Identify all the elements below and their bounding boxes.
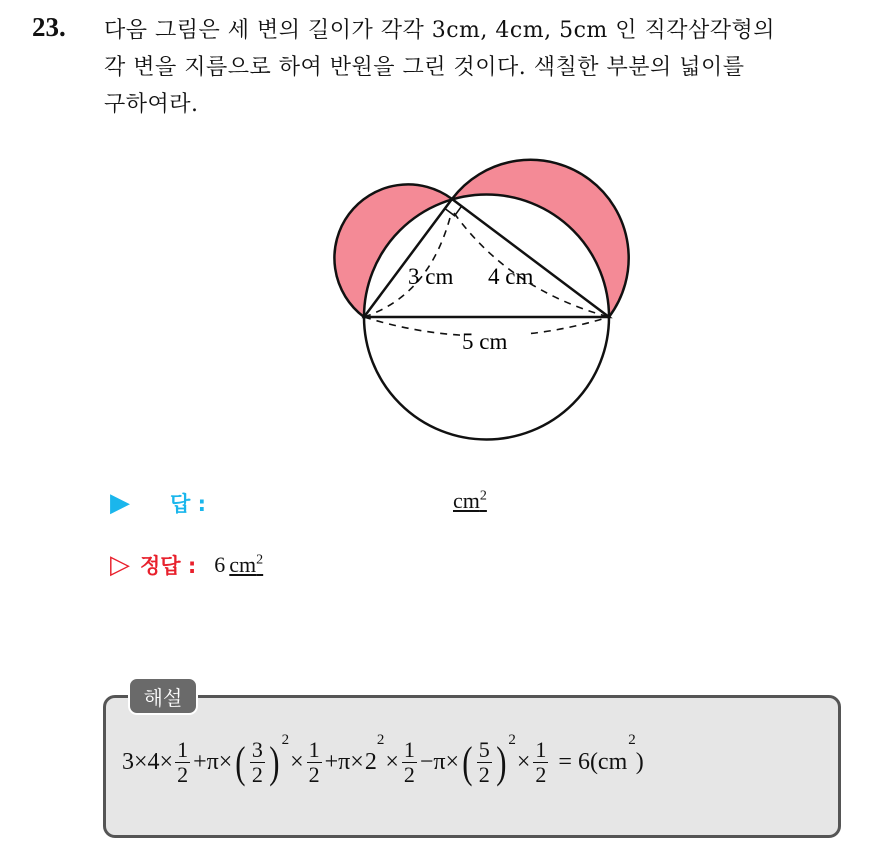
frac-num: 1 [403,737,415,762]
answer-marker-icon: ▶ [110,488,130,518]
frac-num: 1 [177,737,189,762]
times: × [516,749,531,775]
right-angle-mark [445,206,462,216]
two: 2 [364,749,377,775]
fraction-1-2 [175,738,190,787]
fraction-1-2 [402,738,417,787]
square-exp: 2 [376,732,385,748]
left-paren: ( [462,737,473,787]
question-line-2: 각 변을 지름으로 하여 반원을 그린 것이다. 색칠한 부분의 넓이를 [104,55,745,80]
left-paren: ( [235,737,246,787]
correct-value: 6 [214,552,226,577]
answer-label: 답 : [170,492,206,516]
solution-tag: 해설 [128,677,198,715]
fraction-5-2 [477,738,492,787]
answer-unit [453,488,487,514]
formula-term-1: 3×4× [122,749,174,775]
question-line-1: 다음 그림은 세 변의 길이가 각각 3cm, 4cm, 5cm 인 직각삼각형의 [104,18,775,43]
frac-den: 2 [478,762,490,787]
result-exp: 2 [628,732,636,748]
shaded-lunes [334,160,628,317]
correct-answer-row [110,550,263,580]
frac-num: 3 [251,737,263,762]
fraction-1-2 [307,738,322,787]
geometry-figure [320,150,640,450]
plus-pi: +π× [193,749,233,775]
frac-num: 1 [535,737,547,762]
label-3cm: 3 cm [408,264,454,289]
correct-unit [229,552,263,578]
correct-unit-exp: 2 [256,552,264,568]
result: = 6(cm [558,749,628,775]
minus-pi: −π× [419,749,460,775]
square-exp: 2 [281,732,290,748]
frac-den: 2 [177,762,189,787]
question-text [104,12,864,123]
answer-unit-exp: 2 [479,488,487,504]
solution-formula [122,732,644,787]
frac-num: 1 [308,737,320,762]
question-number: 23. [32,12,66,42]
correct-marker-icon: ▷ [110,550,130,580]
frac-den: 2 [403,762,415,787]
result-close: ) [635,749,644,775]
frac-den: 2 [535,762,547,787]
frac-num: 5 [478,737,490,762]
label-4cm: 4 cm [488,264,534,289]
fraction-3-2 [250,738,265,787]
plus-pi: +π× [324,749,364,775]
answer-unit-text [453,488,487,514]
right-paren: ) [269,737,280,787]
right-paren: ) [495,737,507,787]
question-line-3: 구하여라. [104,92,199,117]
answer-unit-base: cm [453,488,480,513]
answer-row [110,488,206,518]
lune-right [452,160,629,317]
correct-label: 정답 : [140,554,197,578]
label-5cm: 5 cm [462,329,508,354]
lune-left [334,184,452,317]
times: × [290,749,304,775]
frac-den: 2 [308,762,320,787]
frac-den: 2 [251,762,263,787]
square-exp: 2 [508,732,516,748]
correct-unit-base: cm [229,552,257,577]
fraction-1-2 [533,738,548,787]
times: × [385,749,399,775]
